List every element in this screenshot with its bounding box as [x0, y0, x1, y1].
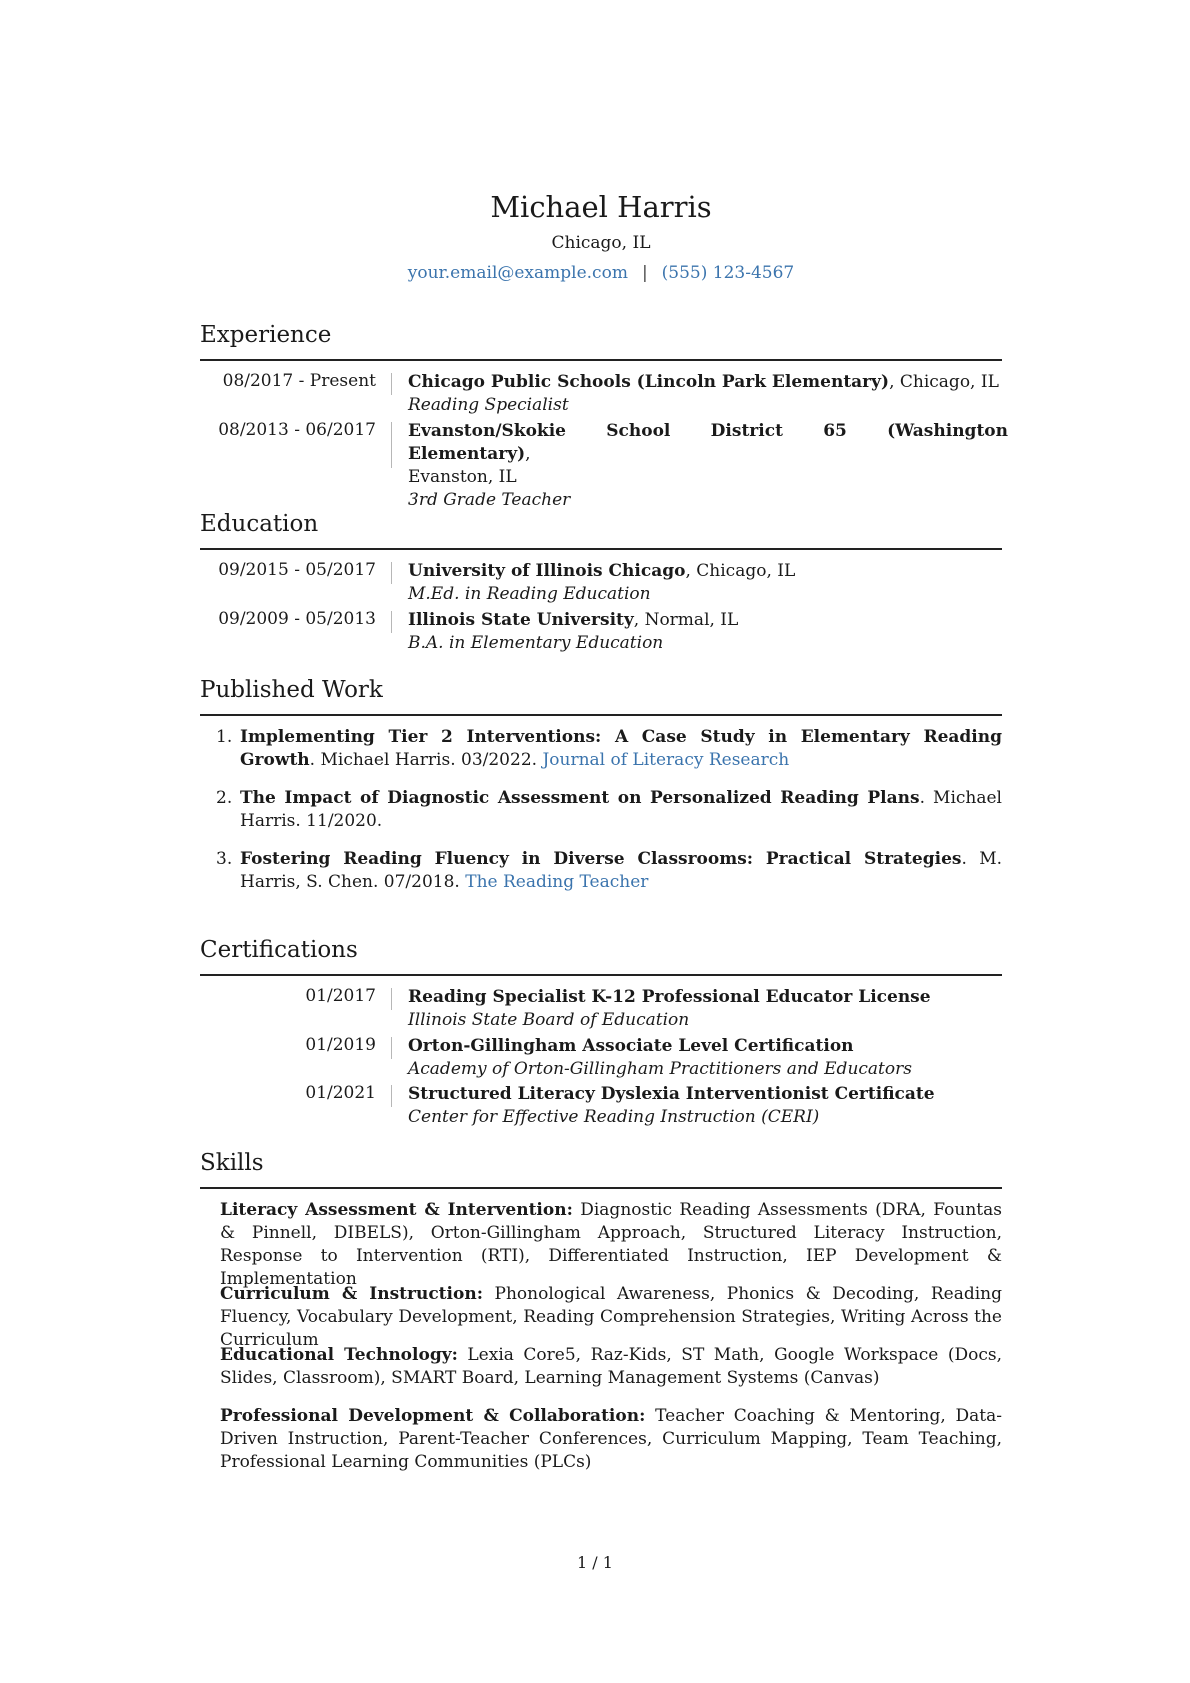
- publication-number: 2.: [216, 788, 233, 808]
- skill-text: Lexia Core5, Raz-Kids, ST Math, Google Workspace (Docs, Slides, Classroom), SMART Board, Learning Management Systems (Canvas): [220, 1345, 1002, 1388]
- entry-date: 01/2019: [305, 1035, 376, 1055]
- section-rule: [200, 359, 1002, 361]
- skill-label: Educational Technology:: [220, 1345, 458, 1365]
- entry-organization: Chicago Public Schools (Lincoln Park Elementary): [408, 372, 890, 392]
- skill-label: Professional Development & Collaboration:: [220, 1406, 646, 1426]
- publication-text: [240, 726, 1002, 772]
- skill-group: [220, 1199, 1002, 1291]
- entry-date: 09/2015 - 05/2017: [218, 560, 376, 580]
- entry-degree: M.Ed. in Reading Education: [408, 584, 651, 604]
- section-title-experience: Experience: [200, 322, 332, 348]
- publication-number: 3.: [216, 849, 233, 869]
- entry-date: 01/2021: [305, 1083, 376, 1103]
- publication-venue-link[interactable]: Journal of Literacy Research: [542, 750, 790, 770]
- page-number: 1 / 1: [577, 1553, 613, 1572]
- certification-name: Structured Literacy Dyslexia Interventionist Certificate: [408, 1084, 935, 1104]
- entry-degree: B.A. in Elementary Education: [408, 633, 664, 653]
- entry-date: 01/2017: [305, 986, 376, 1006]
- publication-meta: . M. Harris, S. Chen. 07/2018.: [240, 849, 1003, 892]
- section-title-certifications: Certifications: [200, 937, 358, 963]
- entry-role: 3rd Grade Teacher: [408, 490, 571, 510]
- entry-organization: Illinois State University: [408, 610, 634, 630]
- entry-organization: Evanston/Skokie School District 65 (Washington Elementary): [408, 421, 1008, 464]
- section-rule: [200, 1187, 1002, 1189]
- date-divider: [391, 1085, 392, 1107]
- publication-text: [240, 787, 1002, 833]
- publication-venue-link[interactable]: The Reading Teacher: [465, 872, 649, 892]
- certification-name: Orton-Gillingham Associate Level Certification: [408, 1036, 854, 1056]
- publication-text: [240, 848, 1002, 894]
- publication-title: Implementing Tier 2 Interventions: A Case Study in Elementary Reading Growth: [240, 727, 1002, 770]
- entry-role: Reading Specialist: [408, 395, 569, 415]
- publication-number: 1.: [216, 727, 233, 747]
- section-rule: [200, 548, 1002, 550]
- publication-meta: . Michael Harris. 11/2020.: [240, 788, 1002, 831]
- skill-group: [220, 1344, 1002, 1390]
- section-title-education: Education: [200, 511, 319, 537]
- date-divider: [391, 1037, 392, 1059]
- skill-group: [220, 1405, 1002, 1474]
- entry-location: , Normal, IL: [633, 610, 739, 630]
- date-divider: [391, 422, 392, 468]
- entry-body: [408, 560, 1002, 606]
- entry-body: [408, 371, 1002, 417]
- date-divider: [391, 988, 392, 1010]
- section-rule: [200, 714, 1002, 716]
- skill-label: Literacy Assessment & Intervention:: [220, 1200, 573, 1220]
- entry-location: , Chicago, IL: [889, 372, 999, 392]
- date-divider: [391, 373, 392, 395]
- publication-meta: . Michael Harris. 03/2022.: [309, 750, 543, 770]
- section-title-published-work: Published Work: [200, 677, 383, 703]
- certification-issuer: Academy of Orton-Gillingham Practitioners and Educators: [408, 1059, 912, 1079]
- skill-group: [220, 1283, 1002, 1352]
- email-link[interactable]: your.email@example.com: [407, 263, 628, 283]
- entry-location: , Chicago, IL: [685, 561, 796, 581]
- contact-separator: |: [641, 263, 648, 283]
- publication-title: The Impact of Diagnostic Assessment on Personalized Reading Plans: [240, 788, 920, 808]
- section-rule: [200, 974, 1002, 976]
- entry-organization: University of Illinois Chicago: [408, 561, 686, 581]
- entry-location: Evanston, IL: [408, 467, 517, 487]
- skill-label: Curriculum & Instruction:: [220, 1284, 483, 1304]
- contact-line: [200, 263, 1002, 283]
- candidate-location: Chicago, IL: [551, 233, 651, 253]
- skill-text: Teacher Coaching & Mentoring, Data-Driven Instruction, Parent-Teacher Conferences, Curriculum Mapping, Team Teaching, Professional Learning Communities (PLCs): [220, 1406, 1002, 1472]
- certification-issuer: Center for Effective Reading Instruction (CERI): [408, 1107, 820, 1127]
- entry-date: 09/2009 - 05/2013: [218, 609, 376, 629]
- entry-body: [408, 1083, 1002, 1129]
- phone-link[interactable]: (555) 123-4567: [661, 263, 795, 283]
- entry-date: 08/2013 - 06/2017: [218, 420, 376, 440]
- skill-text: Diagnostic Reading Assessments (DRA, Fountas & Pinnell, DIBELS), Orton-Gillingham Approach, Structured Literacy Instruction, Response to Intervention (RTI), Differentiated Instruction, IEP Development & Implementation: [220, 1200, 1002, 1289]
- date-divider: [391, 611, 392, 633]
- entry-body: Evanston/Skokie School District 65 (Washington Elementary), Evanston, IL 3rd Grade Teacher: [408, 421, 1008, 510]
- certification-name: Reading Specialist K-12 Professional Educator License: [408, 987, 931, 1007]
- entry-body: [408, 1035, 1002, 1081]
- skill-text: Phonological Awareness, Phonics & Decoding, Reading Fluency, Vocabulary Development, Reading Comprehension Strategies, Writing Across the Curriculum: [220, 1284, 1002, 1350]
- entry-body: [408, 986, 1002, 1032]
- entry-date: 08/2017 - Present: [222, 371, 376, 391]
- section-title-skills: Skills: [200, 1150, 264, 1176]
- entry-body: [408, 609, 1002, 655]
- candidate-name: Michael Harris: [490, 190, 712, 224]
- certification-issuer: Illinois State Board of Education: [408, 1010, 690, 1030]
- date-divider: [391, 562, 392, 584]
- publication-title: Fostering Reading Fluency in Diverse Classrooms: Practical Strategies: [240, 849, 962, 869]
